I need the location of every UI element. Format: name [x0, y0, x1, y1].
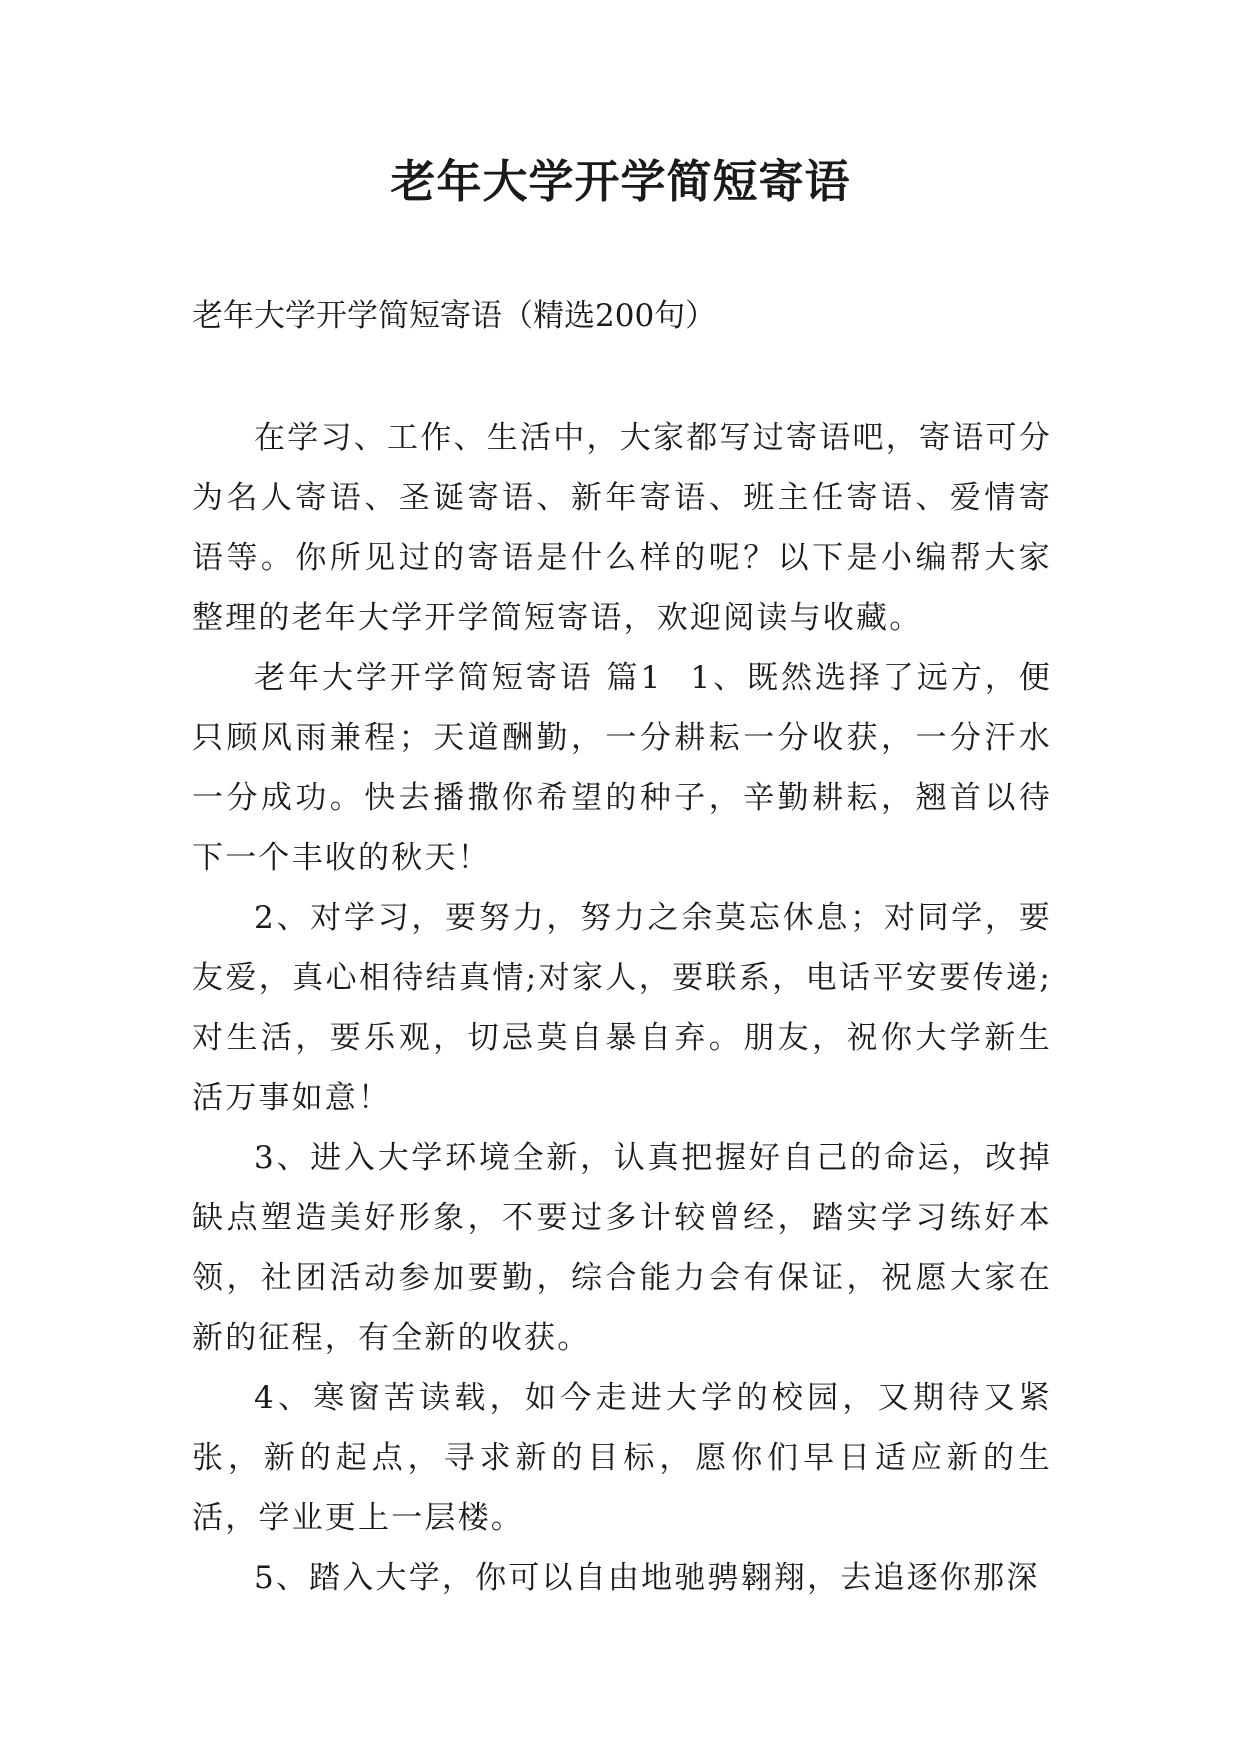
document-subtitle: 老年大学开学简短寄语（精选200句） [192, 298, 717, 334]
item-text-1: 1、既然选择了远方，便只顾风雨兼程；天道酬勤，一分耕耘一分收获，一分汗水一分成功。快去播撒你希望的种子，辛勤耕耘，翘首以待下一个丰收的秋天！ [192, 660, 1052, 876]
item-paragraph-1 [192, 648, 1052, 888]
section-label: 老年大学开学简短寄语 篇1 [254, 660, 663, 696]
item-paragraph-4: 4、寒窗苦读载，如今走进大学的校园，又期待又紧张，新的起点，寻求新的目标，愿你们早日适应新的生活，学业更上一层楼。 [192, 1380, 1052, 1536]
item-paragraph-5: 5、踏入大学，你可以自由地驰骋翱翔，去追逐你那深 [254, 1560, 1040, 1596]
document-body [192, 408, 1052, 1608]
item-paragraph-3: 3、进入大学环境全新，认真把握好自己的命运，改掉缺点塑造美好形象，不要过多计较曾经，踏实学习练好本领，社团活动参加要勤，综合能力会有保证，祝愿大家在新的征程，有全新的收获。 [192, 1140, 1052, 1356]
intro-paragraph: 在学习、工作、生活中，大家都写过寄语吧，寄语可分为名人寄语、圣诞寄语、新年寄语、班主任寄语、爱情寄语等。你所见过的寄语是什么样的呢？以下是小编帮大家整理的老年大学开学简短寄语，欢迎阅读与收藏。 [192, 420, 1052, 636]
document-title: 老年大学开学简短寄语 [390, 155, 851, 208]
item-paragraph-2: 2、对学习，要努力，努力之余莫忘休息；对同学，要友爱，真心相待结真情;对家人，要联系，电话平安要传递;对生活，要乐观，切忌莫自暴自弃。朋友，祝你大学新生活万事如意！ [192, 900, 1052, 1116]
